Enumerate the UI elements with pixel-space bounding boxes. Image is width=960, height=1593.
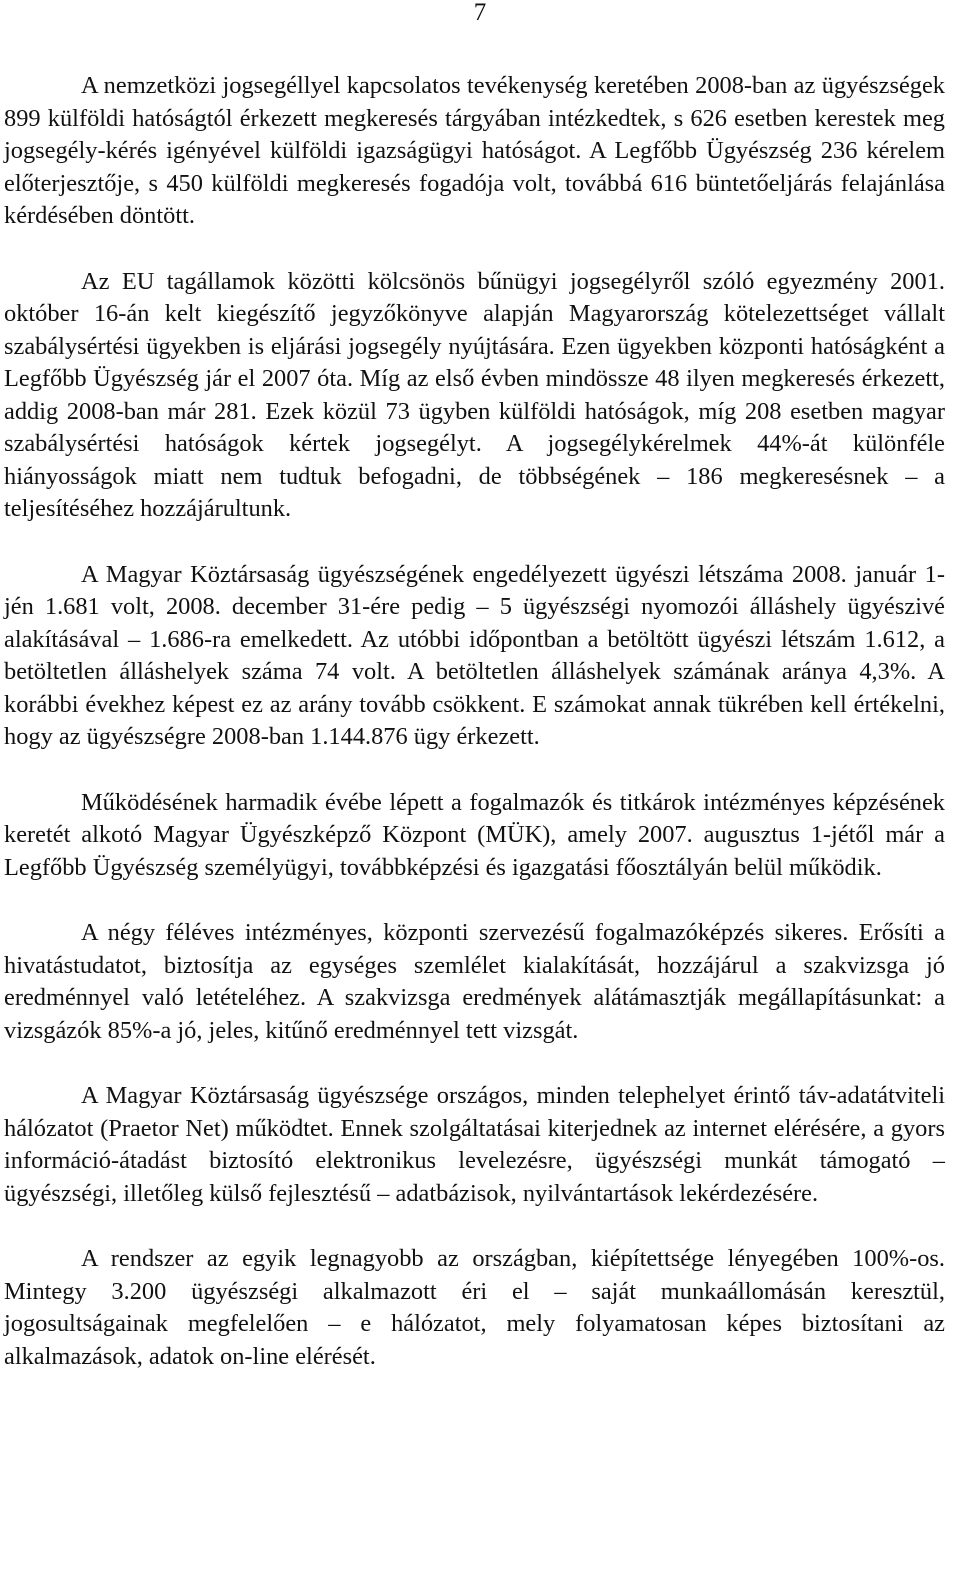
paragraph-trainee-program: A négy féléves intézményes, központi szervezésű fogalmazóképzés sikeres. Erősíti a hivatástudatot, biztosítja az egységes szemlélet kialakítását, hozzájárul a szakvizsga jó eredménnyel való letételéhez. A szakvizsga eredmények alátámasztják megállapításunkat: a vizsgázók 85%-a jó, jeles, kitűnő eredménnyel tett vizsgát. xyxy=(4,919,945,1044)
document-body xyxy=(4,70,945,1373)
paragraph-training-center: Működésének harmadik évébe lépett a fogalmazók és titkárok intézményes képzésének keretét alkotó Magyar Ügyészképző Központ (MÜK), amely 2007. augusztus 1-jétől már a Legfőbb Ügyészség személyügyi, továbbképzési és igazgatási főosztályán belül működik. xyxy=(4,788,945,881)
paragraph-prosecutor-headcount: A Magyar Köztársaság ügyészségének engedélyezett ügyészi létszáma 2008. január 1-jén 1.681 volt, 2008. december 31-ére pedig – 5 ügyészségi nyomozói álláshely ügyészivé alakításával – 1.686-ra emelkedett. Az utóbbi időpontban a betöltött ügyészi létszám 1.612, a betöltetlen álláshelyek száma 74 volt. A betöltetlen álláshelyek számának aránya 4,3%. A korábbi évekhez képest ez az arány tovább csökkent. E számokat annak tükrében kell értékelni, hogy az ügyészségre 2008-ban 1.144.876 ügy érkezett. xyxy=(4,560,945,750)
paragraph-network-coverage: A rendszer az egyik legnagyobb az országban, kiépítettsége lényegében 100%-os. Mintegy 3.200 ügyészségi alkalmazott éri el – saját munkaállomásán keresztül, jogosultságainak megfelelően – e hálózatot, mely folyamatosan képes biztosítani az alkalmazások, adatok on-line elérését. xyxy=(4,1245,945,1370)
paragraph-praetor-net: A Magyar Köztársaság ügyészsége országos, minden telephelyet érintő táv-adatátviteli hálózatot (Praetor Net) működtet. Ennek szolgáltatásai kiterjednek az internet elérésére, a gyors információ-átadást biztosító elektronikus levelezésre, ügyészségi munkát támogató – ügyészségi, illetőleg külső fejlesztésű – adatbázisok, nyilvántartások lekérdezésére. xyxy=(4,1082,945,1207)
paragraph-international-legal-aid: A nemzetközi jogsegéllyel kapcsolatos tevékenység keretében 2008-ban az ügyészségek 899 külföldi hatóságtól érkezett megkeresés tárgyában intézkedtek, s 626 esetben kerestek meg jogsegély-kérés igényével külföldi igazságügyi hatóságot. A Legfőbb Ügyészség 236 kérelem előterjesztője, s 450 külföldi megkeresés fogadója volt, továbbá 616 büntetőeljárás felajánlása kérdésében döntött. xyxy=(4,72,945,229)
page-number: 7 xyxy=(473,0,487,26)
paragraph-eu-convention: Az EU tagállamok közötti kölcsönös bűnügyi jogsegélyről szóló egyezmény 2001. október 16-án kelt kiegészítő jegyzőkönyve alapján Magyarország kötelezettséget vállalt szabálysértési ügyekben is eljárási jogsegély nyújtására. Ezen ügyekben központi hatóságként a Legfőbb Ügyészség jár el 2007 óta. Míg az első évben mindössze 48 ilyen megkeresés érkezett, addig 2008-ban már 281. Ezek közül 73 ügyben külföldi hatóságok, míg 208 esetben magyar szabálysértési hatóságok kértek jogsegélyt. A jogsegélykérelmek 44%-át különféle hiányosságok miatt nem tudtuk befogadni, de többségének – 186 megkeresésnek – a teljesítéséhez hozzájárultunk. xyxy=(4,267,945,522)
